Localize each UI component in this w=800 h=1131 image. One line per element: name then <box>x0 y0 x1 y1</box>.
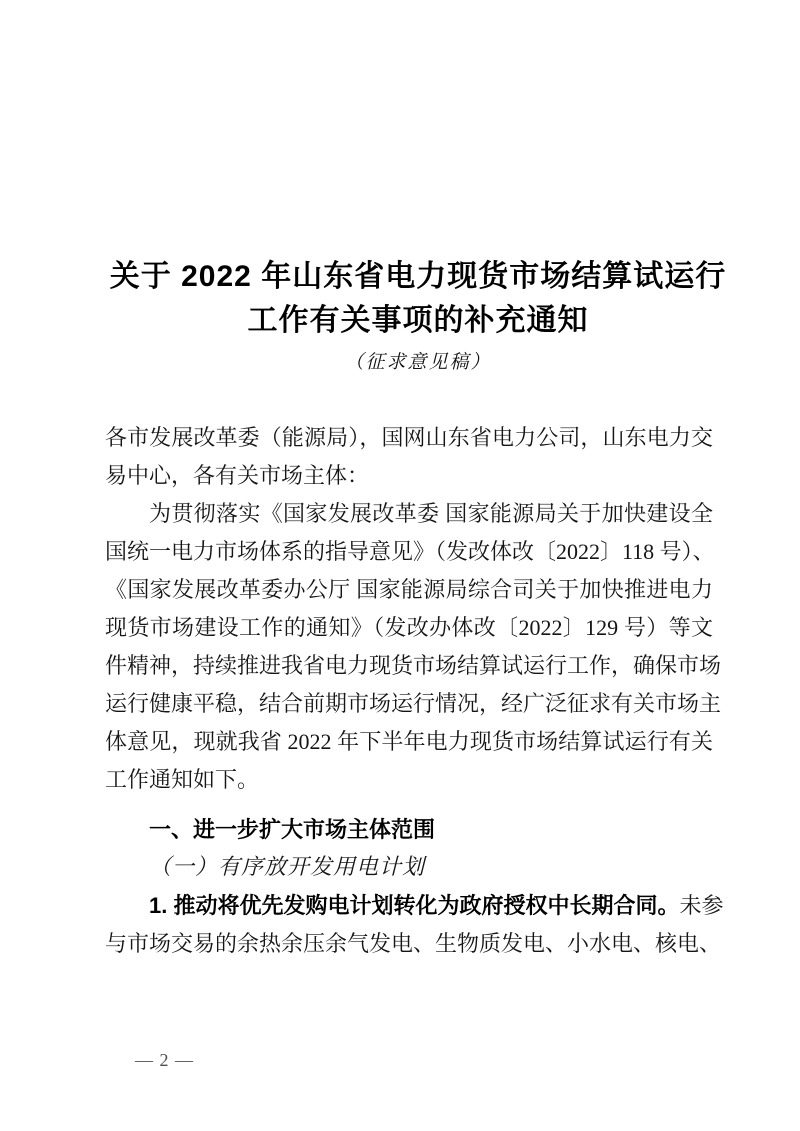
item-bold-lead: 1. 推动将优先发购电计划转化为政府授权中长期合同。 <box>149 893 680 918</box>
subsection-heading: （一）有序放开发用电计划 <box>149 855 426 880</box>
item-line-rest: 未参 <box>679 893 724 918</box>
paragraph-line: 现货市场建设工作的通知》（发改办体改〔2022〕129 号）等文 <box>105 615 713 640</box>
item-line: 与市场交易的余热余压余气发电、生物质发电、小水电、核电、 <box>105 931 722 956</box>
document-title <box>18 255 800 343</box>
section-heading: 一、进一步扩大市场主体范围 <box>149 817 436 842</box>
document-subtitle: （征求意见稿） <box>344 351 492 373</box>
paragraph-line: 工作通知如下。 <box>105 767 260 792</box>
document-title-line-2: 工作有关事项的补充通知 <box>247 304 589 337</box>
paragraph-line: 运行健康平稳，结合前期市场运行情况，经广泛征求有关市场主 <box>105 691 722 716</box>
paragraph-line: 为贯彻落实《国家发展改革委 国家能源局关于加快建设全 <box>149 501 713 526</box>
salutation-line: 易中心，各有关市场主体： <box>105 463 370 488</box>
document-title-line-1: 关于 2022 年山东省电力现货市场结算试运行 <box>109 260 727 293</box>
page-number: — 2 — <box>135 1050 194 1070</box>
paragraph-line: 《国家发展改革委办公厅 国家能源局综合司关于加快推进电力 <box>105 577 713 602</box>
paragraph-line: 件精神，持续推进我省电力现货市场结算试运行工作，确保市场 <box>105 653 722 678</box>
salutation-line: 各市发展改革委（能源局），国网山东省电力公司，山东电力交 <box>105 425 713 450</box>
document-body <box>105 419 724 963</box>
paragraph-line: 体意见，现就我省 2022 年下半年电力现货市场结算试运行有关 <box>105 729 713 754</box>
paragraph-line: 国统一电力市场体系的指导意见》（发改体改〔2022〕118 号）、 <box>105 539 715 564</box>
item-line <box>105 887 724 925</box>
